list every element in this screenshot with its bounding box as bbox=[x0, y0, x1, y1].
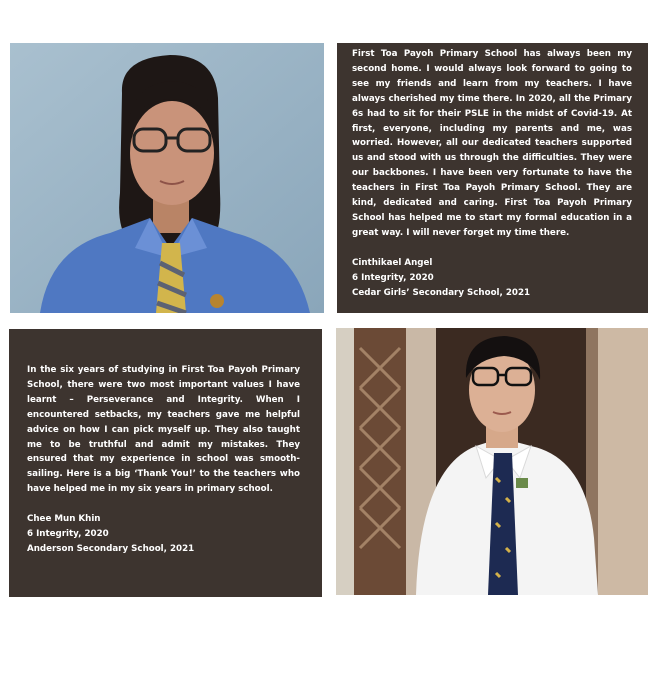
student-name: Chee Mun Khin bbox=[27, 514, 101, 525]
secondary-school: Anderson Secondary School, 2021 bbox=[27, 543, 195, 554]
testimonial-signature bbox=[27, 512, 300, 557]
student-photo-chee-mun-khin bbox=[336, 328, 648, 595]
testimonial-signature bbox=[352, 256, 632, 301]
testimonial-text: First Toa Payoh Primary School has always been my second home. I would always look forward to going to see my friends and learn from my teachers. I have always cherished my time there. In 2020, all the Primary 6s had to sit for their PSLE in the midst of Covid-19. At first, everyone, including my parents and me, was worried. However, all our dedicated teachers supported us and stood with us through the difficulties. They were our backbones. I have been very fortunate to have the teachers in First Toa Payoh Primary School. They are kind, dedicated and caring. First Toa Payoh Primary School has helped me to start my formal education in a great way. I will never forget my time there. bbox=[352, 49, 632, 238]
testimonial-card-chee-mun-khin bbox=[9, 329, 322, 597]
student-class: 6 Integrity, 2020 bbox=[27, 529, 109, 540]
student-photo-cinthikael bbox=[10, 43, 324, 313]
student-class: 6 Integrity, 2020 bbox=[352, 272, 434, 283]
testimonial-card-cinthikael bbox=[337, 43, 648, 313]
student-name: Cinthikael Angel bbox=[352, 257, 433, 268]
secondary-school: Cedar Girls’ Secondary School, 2021 bbox=[352, 287, 531, 298]
testimonial-text: In the six years of studying in First Toa Payoh Primary School, there were two most important values I have learnt – Perseverance and Integrity. When I encountered setbacks, my teachers gave me helpful advice on how I can pick myself up. They also taught me to be truthful and admit my mistakes. They ensured that my experience in school was smooth-sailing. Here is a big ‘Thank You!’ to the teachers who have helped me in my six years in primary school. bbox=[27, 365, 300, 495]
